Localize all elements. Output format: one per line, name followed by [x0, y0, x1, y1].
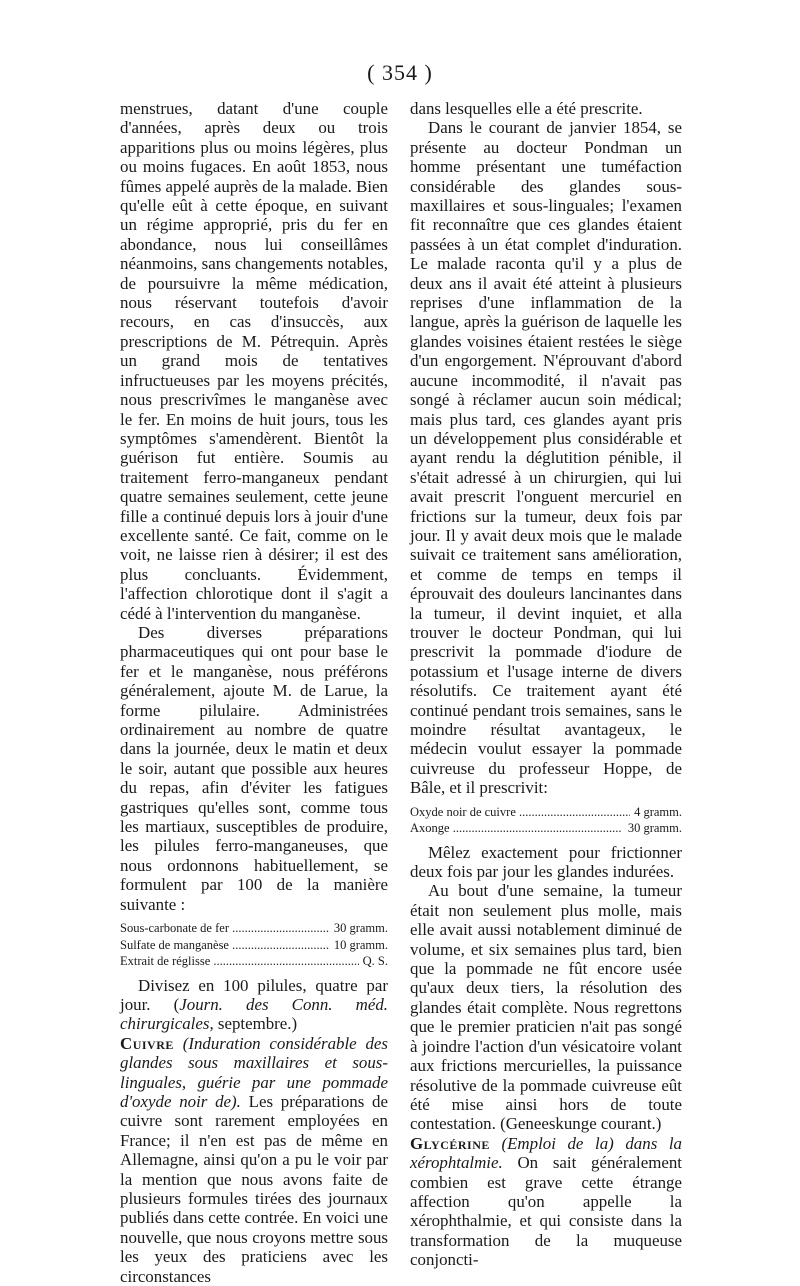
recipe-ingredient: Axonge .....	[410, 820, 624, 837]
article-subtitle: (Emploi de la) dans la xérophtalmie.	[410, 1133, 682, 1173]
recipe-quantity: 4 gramm.	[634, 804, 682, 819]
article-heading: Cuivre	[120, 1033, 174, 1053]
recipe-row	[120, 953, 388, 970]
recipe-quantity: 30 gramm.	[333, 921, 388, 936]
recipe-row	[410, 820, 682, 837]
paragraph: dans lesquelles elle a été prescrite.	[410, 99, 643, 118]
article-subtitle: (Induration considérable des glandes sous maxillaires et sous-linguales, guérie par une pommade d'oxyde noir de).	[120, 1033, 388, 1111]
article-cuivre	[120, 1034, 388, 1286]
right-column	[410, 99, 682, 1270]
article-text: On sait généralement combien est grave cette étrange affection qu'on appelle la xérophthalmie, et qui consiste dans la transformation de la muqueuse conjoncti-	[410, 1153, 682, 1270]
recipe-ingredient: Oxyde noir de cuivre .....	[410, 804, 630, 821]
recipe-ingredient: Extrait de réglisse .....	[120, 953, 359, 970]
paragraph	[410, 881, 682, 1133]
left-column	[120, 99, 388, 1286]
paragraph: Dans le courant de janvier 1854, se présente au docteur Pondman un homme présentant une tuméfaction considérable des glandes sous-maxillaires et sous-linguales; l'examen fit reconnaître que ces glandes étaient passées à un état complet d'induration. Le malade raconta qu'il y a plus de deux ans il avait été atteint à plusieurs reprises d'une inflammation de la langue, après la guérison de laquelle les glandes voisines étaient restées le siège d'un engorgement. N'éprouvant d'abord aucune incommodité, il n'avait pas songé à réclamer aucun soin médical; mais plus tard, ces glandes ayant pris un développement plus considérable et ayant rendu la déglutition pénible, il s'était adressé à un chirurgien, qui lui avait prescrit l'onguent mercuriel en frictions sur la tumeur, deux fois par jour. Il y avait deux mois que le malade suivait ce traitement sans amélioration, et comme de temps en temps il éprouvait des douleurs lancinantes dans la tumeur, il devint inquiet, et alla trouver le docteur Pondman, qui lui prescrivit la pommade d'iodure de potassium et l'usage interne de divers résolutifs. Ce traitement ayant été continué pendant trois semaines, sans le moindre résultat avantageux, le médecin voulut essayer la pommade cuivreuse du professeur Hoppe, de Bâle, et il prescrivit:	[410, 118, 682, 798]
source-citation: (Geneeskunge courant.)	[500, 1114, 662, 1134]
recipe-ingredient: Sous-carbonate de fer .....	[120, 920, 330, 937]
source-citation: Journ. des Conn. méd. chirurgicales,	[120, 994, 388, 1034]
paragraph: menstrues, datant d'une couple d'années, après deux ou trois apparitions plus ou moins légères, plus ou moins fugaces. En août 1853, nous fûmes appelé auprès de la malade. Bien qu'elle eût à cette époque, en suivant un régime approprié, pris du fer en abondance, nous lui conseillâmes néanmoins, sans changements notables, de poursuivre la même médication, nous réservant toutefois d'avoir recours, en cas d'insuccès, aux prescriptions de M. Pétrequin. Après un grand mois de tentatives infructueuses par les moyens précités, nous prescrivîmes le manganèse avec le fer. En moins de huit jours, tous les symptômes s'amendèrent. Bientôt la guérison fut entière. Soumis au traitement ferro-manganeux pendant quatre semaines seulement, cette jeune fille a continué depuis lors à jouir d'une excellente santé. Ce fait, comme on le voit, ne laisse rien à désirer; il est des plus concluants. Évidemment, l'affection chlorotique dont il s'agit a cédé à l'intervention du manganèse.	[120, 99, 388, 623]
recipe-row	[120, 937, 388, 954]
recipe-quantity: 10 gramm.	[333, 937, 388, 952]
article-heading: Glycérine	[410, 1133, 490, 1153]
paragraph-text: septembre.)	[213, 1014, 298, 1034]
recipe-row	[410, 804, 682, 821]
recipe-list	[120, 920, 388, 970]
paragraph: Des diverses préparations pharmaceutiques qui ont pour base le fer et le manganèse, nous préférons généralement, ajoute M. de Larue, la forme pilulaire. Administrées ordinairement au nombre de quatre dans la journée, deux le matin et deux le soir, autant que possible aux heures du repas, afin d'éviter les fatigues gastriques qu'elles sont, comme tous les martiaux, susceptibles de produire, les pilules ferro-manganeuses, que nous ordonnons habituellement, se formulent par 100 de la manière suivante :	[120, 622, 388, 914]
article-text: Les préparations de cuivre sont rarement employées en France; il n'en est pas de même en Allemagne, ainsi qu'on a pu le voir par la mention que nous avons faite de plusieurs formules tirées des journaux publiés dans cette contrée. En voici une nouvelle, que nous croyons mettre sous les yeux des praticiens avec les circonstances	[120, 1092, 388, 1286]
recipe-list	[410, 804, 682, 837]
paragraph-text: Au bout d'une semaine, la tumeur était non seulement plus molle, mais elle avait aussi notablement diminué de volume, et six semaines plus tard, bien que la pommade ne fût encore usée qu'aux deux tiers, la résolution des glandes était complète. Nous regrettons que le premier praticien n'ait pas songé à joindre l'action d'un vésicatoire volant aux frictions mercurielles, la puissance résolutive de la pommade cuivreuse eût été mise ainsi hors de toute contestation.	[410, 881, 682, 1134]
recipe-ingredient: Sulfate de manganèse .....	[120, 937, 330, 954]
article-glycerine	[410, 1134, 682, 1270]
recipe-row	[120, 920, 388, 937]
recipe-quantity: 30 gramm.	[627, 821, 682, 836]
paragraph	[120, 976, 388, 1034]
paragraph: Mêlez exactement pour frictionner deux fois par jour les glandes indurées.	[410, 842, 682, 882]
paragraph-text: Divisez en 100 pilules, quatre par jour. (	[120, 975, 388, 1014]
recipe-quantity: Q. S.	[362, 954, 388, 969]
page-number: ( 354 )	[367, 60, 433, 85]
